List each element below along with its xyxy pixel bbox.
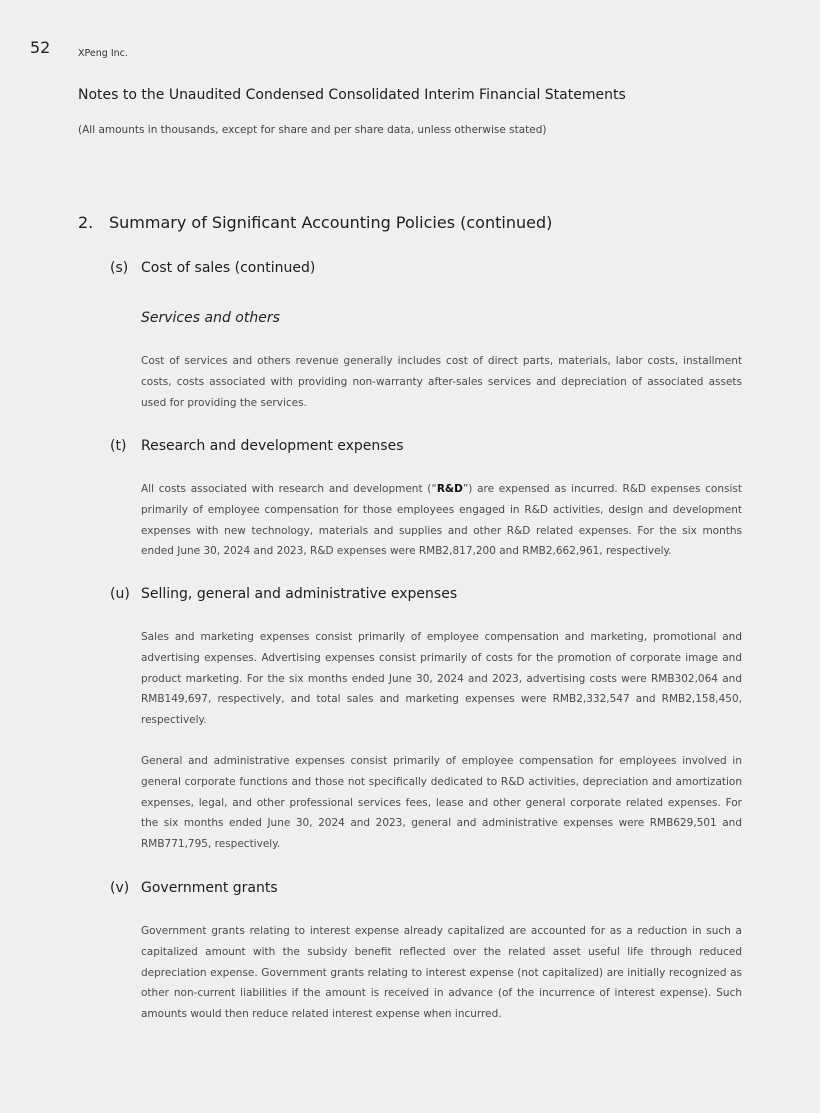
company-name: XPeng Inc. [78, 48, 128, 59]
subsection-letter: (u) [110, 586, 130, 602]
cost-of-services-paragraph: Cost of services and others revenue generally includes cost of direct parts, materials, labor costs, installment costs, costs associated with providing non-warranty after-sales services and depreciation of associated assets used for providing the services. [141, 355, 742, 409]
subsection-heading-t [110, 438, 404, 454]
research-development-paragraph [141, 479, 742, 562]
subsection-heading-v [110, 880, 278, 896]
rd-paragraph-rest: ”) are expensed as incurred. R&D expenses consist primarily of employee compensation for those employees engaged in R&D activities, design and development expenses with new technology, materials and supplies and other R&D related expenses. For the six months ended June 30, 2024 and 2023, R&D expenses were RMB2,817,200 and RMB2,662,961, respectively. [141, 483, 742, 558]
subsection-letter: (v) [110, 880, 130, 896]
page-number: 52 [30, 38, 51, 57]
subsection-heading-u [110, 586, 457, 602]
subsection-title: Cost of sales (continued) [141, 260, 316, 276]
subsection-letter: (t) [110, 438, 127, 454]
selling-marketing-paragraph: Sales and marketing expenses consist primarily of employee compensation and marketing, promotional and advertising expenses. Advertising expenses consist primarily of costs for the promotion of corporate image and product marketing. For the six months ended June 30, 2024 and 2023, advertising costs were RMB302,064 and RMB149,697, respectively, and total sales and marketing expenses were RMB2,332,547 and RMB2,158,450, respectively. [141, 631, 742, 727]
section-title: Summary of Significant Accounting Policies (continued) [109, 213, 553, 232]
general-administrative-paragraph: General and administrative expenses consist primarily of employee compensation for employees involved in general corporate functions and those not specifically dedicated to R&D activities, depreciation and amortization expenses, legal, and other professional services fees, lease and other general corporate related expenses. For the six months ended June 30, 2024 and 2023, general and administrative expenses were RMB629,501 and RMB771,795, respectively. [141, 755, 742, 851]
subsection-title: Government grants [141, 880, 278, 896]
subsection-title: Research and development expenses [141, 438, 404, 454]
section-heading [78, 213, 552, 232]
subsection-letter: (s) [110, 260, 129, 276]
government-grants-paragraph: Government grants relating to interest expense already capitalized are accounted for as a reduction in such a capitalized amount with the subsidy benefit reflected over the related asset useful life through reduced depreciation expense. Government grants relating to interest expense (not capitalized) are initially recognized as other non-current liabilities if the amount is received in advance (of the incurrence of interest expense). Such amounts would then reduce related interest expense when incurred. [141, 925, 742, 1021]
rd-defined-term: R&D [436, 483, 463, 495]
document-title: Notes to the Unaudited Condensed Consolidated Interim Financial Statements [78, 87, 626, 103]
document-subtitle: (All amounts in thousands, except for share and per share data, unless otherwise stated) [78, 124, 547, 136]
rd-paragraph-lead: All costs associated with research and development (“ [141, 483, 437, 495]
subsection-title: Selling, general and administrative expenses [141, 586, 458, 602]
subsection-heading-s [110, 260, 315, 276]
services-and-others-heading: Services and others [141, 310, 280, 326]
section-number: 2. [78, 213, 94, 232]
